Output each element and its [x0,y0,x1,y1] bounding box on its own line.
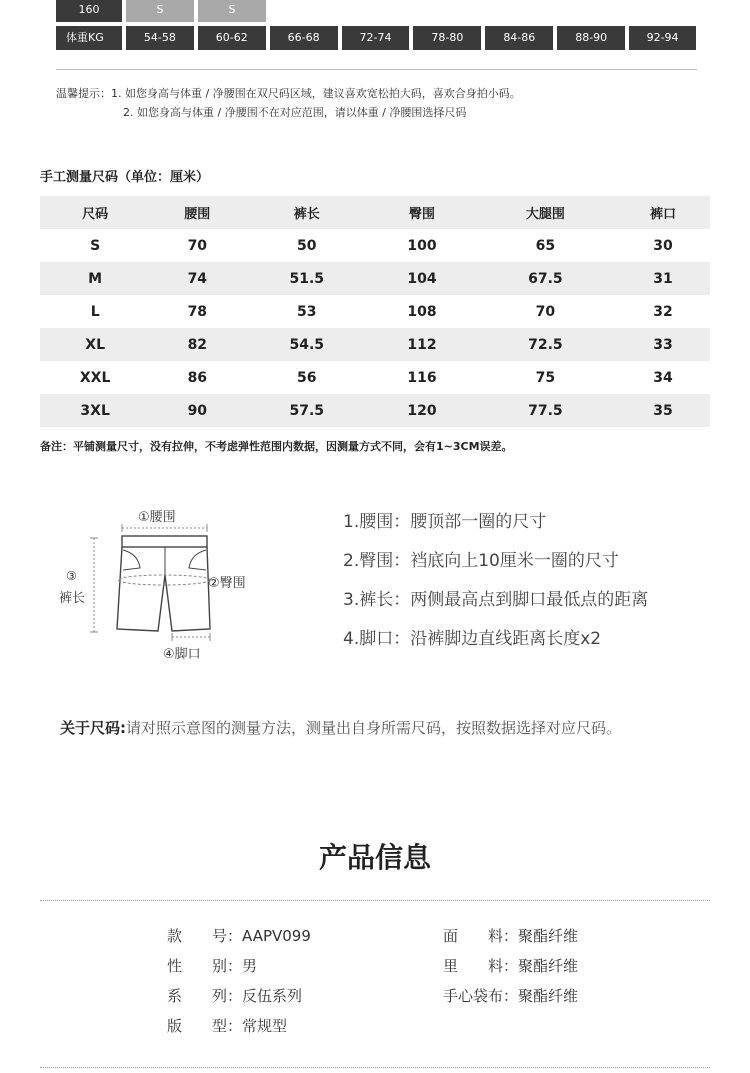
weight-cell: 66-68 [270,26,338,50]
table-cell: 67.5 [475,262,616,295]
waist-label: ①腰围 [138,510,176,525]
table-cell: 57.5 [244,394,369,427]
weight-cell: 60-62 [198,26,266,50]
info-key: 里 料： [443,957,519,975]
table-cell: 104 [369,262,475,295]
table-row [40,394,710,427]
table-cell: 33 [616,328,710,361]
info-key: 款 号： [167,927,243,945]
table-cell: 54.5 [244,328,369,361]
weight-cell: 84-86 [485,26,553,50]
divider [40,900,710,901]
size-grid [56,0,696,50]
table-header-row [40,196,710,229]
weight-cell: 88-90 [557,26,625,50]
table-row [40,361,710,394]
table-header: 臀围 [369,196,475,229]
length-number: ③ [66,569,77,583]
measure-table-title: 手工测量尺码（单位：厘米） [40,170,210,185]
size-cell: S [126,0,194,22]
table-cell: 116 [407,369,437,386]
weight-cell: 78-80 [413,26,481,50]
table-row [40,328,710,361]
table-header: 尺码 [40,196,150,229]
table-cell: 90 [150,394,244,427]
divider [56,69,697,70]
table-cell: 70 [535,303,556,320]
info-key: 性 别： [167,957,243,975]
desc-length: 3.裤长：两侧最高点到脚口最低点的距离 [343,590,649,610]
weight-row [56,26,696,50]
tip-line-1: 温馨提示：1. 如您身高与体重 / 净腰围在双尺码区域，建议喜欢宽松拍大码，喜欢合身拍小码。 [56,87,521,100]
weight-cell: 72-74 [342,26,410,50]
height-cell: 160 [56,0,122,22]
info-key: 版 型： [167,1017,243,1035]
table-cell: 120 [369,394,475,427]
about-size [60,713,700,743]
table-row [40,295,710,328]
table-cell: S [90,237,101,254]
info-gender [167,955,257,976]
table-note: 备注：平铺测量尺寸，没有拉伸，不考虑弹性范围内数据，因测量方式不同，会有1~3CM误差。 [40,440,513,453]
table-cell: 82 [150,328,244,361]
table-cell: 65 [535,237,556,254]
table-cell: 53 [297,303,317,320]
info-value: 聚酯纤维 [518,957,579,975]
info-value: AAPV099 [242,927,311,945]
length-label: 裤长 [59,591,86,606]
table-cell: 75 [535,369,556,386]
weight-cell: 92-94 [629,26,696,50]
table-cell: 70 [187,237,208,254]
table-cell: 86 [187,369,208,386]
table-cell: 32 [653,303,673,320]
table-cell: 78 [187,303,208,320]
desc-hip: 2.臀围：裆底向上10厘米一圈的尺寸 [343,551,619,571]
table-cell: 56 [297,369,317,386]
table-header: 裤口 [616,196,710,229]
info-fabric [443,925,578,946]
table-row [40,229,710,262]
weight-label: 体重KG [56,26,122,50]
table-cell: XXL [79,369,111,386]
divider [40,1067,710,1068]
table-cell: 72.5 [475,328,616,361]
info-key: 手心袋布： [443,987,519,1005]
info-value: 常规型 [242,1017,288,1035]
info-key: 系 列： [167,987,243,1005]
measure-table [40,196,710,427]
measure-descriptions [343,503,648,659]
shorts-illustration [50,498,280,668]
table-cell: 31 [616,262,710,295]
info-value: 男 [242,957,258,975]
info-value: 聚酯纤维 [518,987,579,1005]
table-cell: 30 [653,237,673,254]
table-cell: L [90,303,100,320]
shorts-diagram [50,498,280,668]
table-cell: 3XL [40,394,150,427]
info-series [167,985,302,1006]
table-cell: XL [40,328,150,361]
desc-waist: 1.腰围：腰顶部一圈的尺寸 [343,512,547,532]
info-lining [443,955,578,976]
info-key: 面 料： [443,927,519,945]
table-header: 腰围 [150,196,244,229]
table-header: 裤长 [244,196,369,229]
size-cell: S [198,0,266,22]
table-header: 大腿围 [475,196,616,229]
hem-label: ④脚口 [163,647,201,662]
height-row [56,0,696,22]
table-cell: 100 [407,237,437,254]
desc-hem: 4.脚口：沿裤脚边直线距离长度x2 [343,629,602,649]
info-value: 聚酯纤维 [518,927,579,945]
about-text: 请对照示意图的测量方法，测量出自身所需尺码，按照数据选择对应尺码。 [126,719,622,737]
table-cell: 51.5 [244,262,369,295]
table-cell: 77.5 [475,394,616,427]
table-cell: 74 [150,262,244,295]
product-info-title: 产品信息 [318,841,431,874]
tip-line-2: 2. 如您身高与体重 / 净腰围不在对应范围，请以体重 / 净腰围选择尺码 [123,106,467,119]
info-style-no [167,925,311,946]
info-fit [167,1015,287,1036]
hip-label: ②臀围 [208,576,246,591]
table-cell: 34 [653,369,673,386]
table-cell: 112 [369,328,475,361]
table-cell: M [40,262,150,295]
about-label: 关于尺码: [60,719,126,737]
tips [56,84,521,122]
table-cell: 35 [616,394,710,427]
weight-cell: 54-58 [126,26,194,50]
table-cell: 108 [407,303,437,320]
table-cell: 50 [297,237,317,254]
info-value: 反伍系列 [242,987,303,1005]
info-pocket-cloth [443,985,578,1006]
table-row [40,262,710,295]
